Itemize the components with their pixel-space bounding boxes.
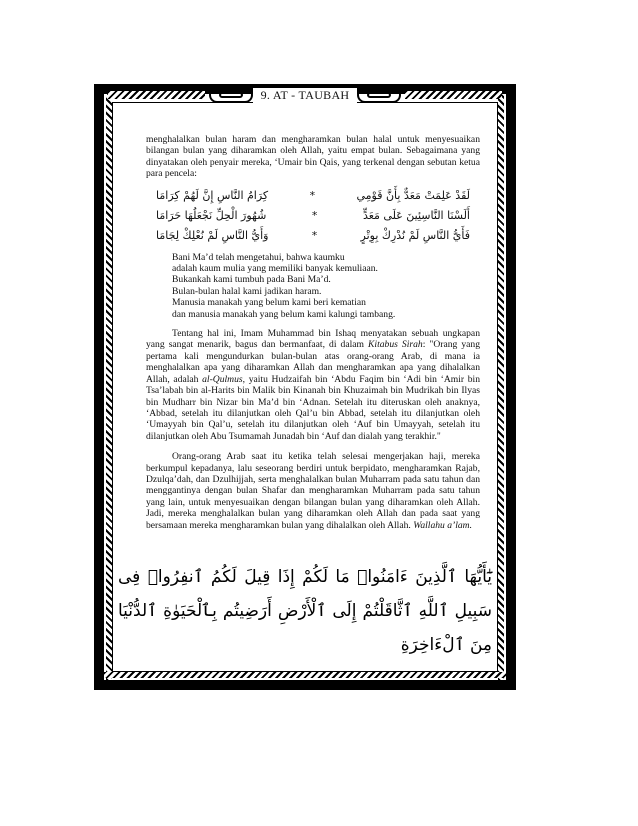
arabic-poem [146, 186, 480, 246]
rope-border-right [498, 94, 504, 680]
book-title: Kitabus Sirah [368, 339, 423, 351]
paragraph-2-text: Tentang hal ini, Imam Muhammad bin Ishaq menyatakan sebuah ungkapan yang sangat menarik, bagus dan bermanfaat, di dalam [146, 328, 480, 351]
poem-translation [172, 252, 480, 320]
header-ornament-right [405, 91, 502, 99]
poem-line: Bukankah kami tumbuh pada Bani Ma’d. [172, 274, 331, 286]
hemistich-left: كِرَامُ النَّاسِ إِنَّ لَهُمْ كِرَامَا [156, 188, 269, 202]
rope-border-bottom [104, 672, 506, 678]
running-header [104, 84, 506, 106]
arabic-poem-line [146, 206, 480, 226]
hemistich-right: فَأَيُّ النَّاسِ لَمْ نُدْرِكْ بِوِتْرٍ [360, 228, 470, 242]
paragraph-1: menghalalkan bulan haram dan mengharamkan bulan halal untuk menyesuaikan bilangan bulan yang diharamkan oleh Allah, yaitu empat bulan. Sebagaimana yang dinyatakan oleh penyair mereka, ‘Umair bin Qais, yang terkenal dengan sebutan ketua para pencela: [146, 134, 480, 180]
paragraph-2-text: , yaitu Hudzaifah bin ‘Abdu Faqim bin ‘Adi bin ‘Amir bin Tsa’labah bin al-Harits bin Malik bin Kinanah bin Khuzaimah bin Mudrikah bin Ilyas bin Mudharr bin Nizar bin Ma’d bin ‘Adnan. Setelah itu diteruskan oleh anaknya, ‘Abbad, setelah itu dilanjutkan oleh Qal’u bin Abbad, setelah itu dilanjutkan oleh ‘Umayyah bin Qal’u, setelah itu dilanjutkan oleh ‘Auf bin Umayyah, setelah itu dilanjutkan oleh Abu Tsumamah Junadah bin ‘Auf dan dialah yang terakhir." [146, 373, 481, 442]
poem-line: dan manusia manakah yang belum kami kalungi tambang. [172, 308, 396, 320]
verse-separator: * [311, 228, 318, 242]
poem-line: Manusia manakah yang belum kami beri kematian [172, 297, 366, 309]
arabic-poem-line [146, 186, 480, 206]
closing-phrase: Wallahu a’lam. [413, 519, 473, 531]
poem-line: Bulan-bulan halal kami jadikan haram. [172, 285, 322, 297]
chapter-title: 9. AT - TAUBAH [253, 88, 358, 103]
paragraph-2 [146, 328, 480, 442]
paragraph-2-text: : "Orang yang pertama kali mengundurkan bulan-bulan atas orang-orang Arab, di mana ia menghalalkan apa yang diharamkan Allah dan mengharamkan apa yang dihalalkan Allah, adalah [146, 339, 480, 385]
hemistich-right: لَقَدْ عَلِمَتْ مَعَدٌّ بِأَنَّ قَوْمِي [356, 188, 470, 202]
knot-ornament-right-icon [357, 87, 401, 103]
paragraph-3-text: Orang-orang Arab saat itu ketika telah selesai mengerjakan haji, mereka berkumpul kepadanya, lalu seseorang berdiri untuk berpidato, mengharamkan Rajab, Dzulqa’dah, dan Dzulhijjah, serta menghalalkan bulan Muharram pada satu tahun dan menggantinya dengan bulan Shafar dan mengharamkan Muharram pada satu tahun yang lain, untuk menyesuaikan dengan bilangan bulan yang diharamkan oleh Allah. Jadi, mereka menghalalkan bulan yang diharamkan oleh Allah dan pada saat yang bersamaan mereka mengharamkan bulan yang dihalalkan oleh Allah. [146, 451, 480, 531]
person-name: al-Qulmus [202, 373, 243, 385]
poem-line: adalah kaum mulia yang memiliki banyak kemuliaan. [172, 263, 378, 275]
body-text [146, 134, 480, 531]
verse-separator: * [309, 188, 316, 202]
quran-verse: يَٰٓأَيُّهَا ٱلَّذِينَ ءَامَنُوا۟ مَا لَكُمْ إِذَا قِيلَ لَكُمُ ٱنفِرُوا۟ فِى سَبِيلِ ٱللَّهِ ٱثَّاقَلْتُمْ إِلَى ٱلْأَرْضِ أَرَضِيتُم بِٱلْحَيَوٰةِ ٱلدُّنْيَا مِنَ ٱلْءَاخِرَةِ [118, 567, 492, 655]
hemistich-right: أَلَسْنَا النَّاسِئِينَ عَلَى مَعَدٍّ [362, 208, 470, 222]
knot-ornament-left-icon [209, 87, 253, 103]
paragraph-3 [146, 451, 480, 531]
hemistich-left: شُهُورَ الْحِلِّ نَجْعَلُهَا حَرَامَا [156, 208, 267, 222]
header-ornament-left [108, 91, 205, 99]
verse-separator: * [311, 208, 318, 222]
poem-line: Bani Ma’d telah mengetahui, bahwa kaumku [172, 251, 345, 263]
hemistich-left: وَأَيُّ النَّاسِ لَمْ نُعْلِكْ لِجَامَا [156, 228, 269, 242]
arabic-poem-line [146, 226, 480, 246]
